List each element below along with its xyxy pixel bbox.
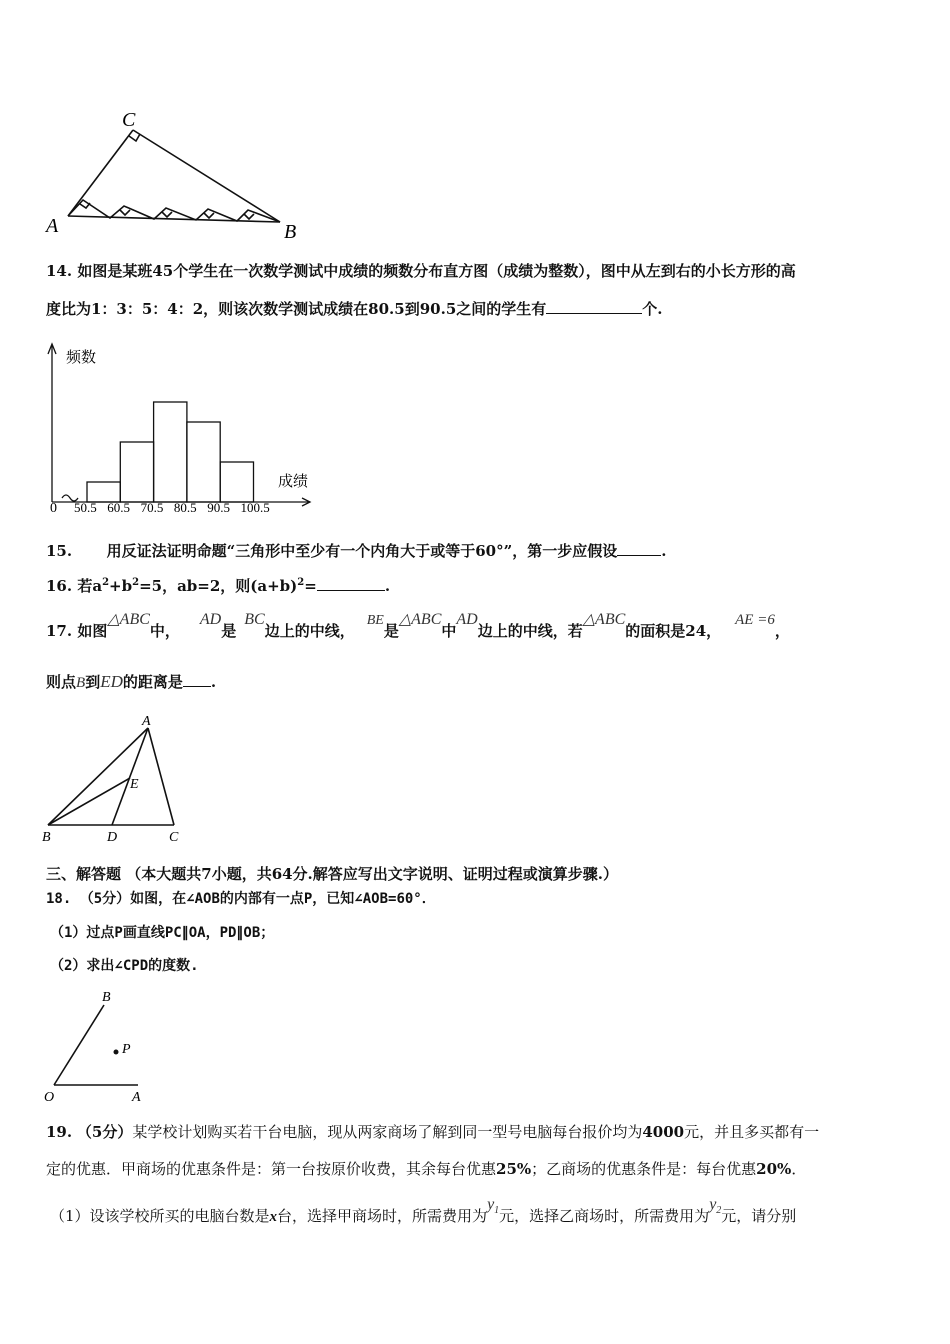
q17-line2-text: 则点 — [46, 673, 77, 691]
label-a: A — [46, 215, 59, 237]
figure-q17-triangle — [40, 710, 200, 845]
math-bc: BC — [244, 611, 265, 628]
var-y2-sub: 2 — [716, 1205, 722, 1217]
var-y2 — [709, 1196, 722, 1217]
figure-q18-angle — [40, 985, 155, 1105]
var-y1-letter: y — [487, 1196, 495, 1213]
math-ae-6: AE =6 — [735, 612, 775, 628]
fig17-label-d: D — [107, 830, 118, 845]
q16-sup3: 2 — [297, 577, 305, 588]
q17-answer-blank[interactable] — [183, 670, 211, 687]
q19-line1b: 元，并且多买都有一 — [684, 1123, 820, 1141]
q14-answer-blank[interactable] — [546, 297, 642, 314]
q14-number: 14. — [46, 262, 73, 280]
var-x: x — [269, 1209, 278, 1225]
section-3-heading — [46, 863, 906, 885]
histogram-tick-label: 50.5 — [74, 500, 97, 515]
question-14-line2 — [46, 297, 906, 320]
q16-sup2: 2 — [132, 577, 140, 588]
fig17-label-a: A — [142, 714, 151, 729]
math-triangle-abc: △ABC — [398, 611, 442, 628]
histogram-tick-label: 60.5 — [107, 500, 131, 515]
q16-mid1: +b — [109, 577, 133, 595]
histogram-tick-label: 70.5 — [140, 500, 164, 515]
q17-text: 的面积是24， — [625, 622, 722, 640]
q14-line1: 如图是某班45个学生在一次数学测试中成绩的频数分布直方图（成绩为整数），图中从左到右的小长方形的高 — [77, 262, 796, 280]
figure-q13-triangle — [40, 104, 310, 240]
q19-sub1c: 元，选择乙商场时，所需费用为 — [499, 1207, 710, 1225]
question-17 — [46, 611, 906, 644]
q19-line2b: ；乙商场的优惠条件是：每台优惠 — [531, 1160, 757, 1178]
q17-text: 中， — [149, 622, 180, 640]
q16-end: . — [384, 577, 391, 595]
histogram-chart — [40, 340, 330, 520]
fig18-label-o: O — [44, 1090, 55, 1105]
label-b: B — [284, 221, 297, 240]
q16-mid3: = — [304, 577, 317, 595]
fig18-label-p: P — [122, 1042, 131, 1057]
var-y1-sub: 1 — [494, 1205, 500, 1217]
math-be: BE — [366, 613, 384, 628]
histogram-bar — [220, 462, 253, 502]
q17-text: 边上的中线，若 — [477, 622, 583, 640]
q18-sub1: （1）过点P画直线PC∥OA，PD∥OB； — [50, 925, 275, 941]
histogram-ylabel: 频数 — [66, 350, 97, 366]
question-17-line2 — [46, 670, 906, 694]
histogram-bar — [120, 442, 153, 502]
math-ad: AD — [199, 611, 222, 628]
histogram-tick-label: 90.5 — [207, 500, 230, 515]
point-p — [114, 1050, 119, 1055]
question-19-line2 — [46, 1158, 906, 1180]
q15-answer-blank[interactable] — [617, 539, 661, 556]
section-3-desc: （本大题共7小题，共64分.解答应写出文字说明、证明过程或演算步骤.） — [126, 865, 619, 883]
q17-text: 是 — [221, 622, 237, 640]
math-triangle-abc: △ABC — [107, 611, 150, 628]
question-14 — [46, 260, 906, 282]
q14-line2b: 个. — [642, 300, 663, 318]
q15-text: 用反证法证明命题“三角形中至少有一个内角大于或等于60°”，第一步应假设 — [106, 542, 618, 560]
q17-text: 是 — [383, 622, 399, 640]
fig18-label-a: A — [132, 1090, 141, 1105]
q17-text: 边上的中线， — [264, 622, 355, 640]
fig18-label-b: B — [102, 990, 111, 1005]
q16-mid2: =5，ab=2，则(a+b) — [139, 577, 298, 595]
var-y2-letter: y — [709, 1196, 717, 1213]
q17-text: 如图 — [77, 622, 108, 640]
math-triangle-abc: △ABC — [582, 611, 626, 628]
question-19 — [46, 1121, 906, 1143]
math-ad: AD — [456, 611, 478, 628]
math-b: B — [76, 675, 86, 691]
q17-text: ， — [774, 622, 790, 640]
q16-answer-blank[interactable] — [317, 574, 385, 591]
histogram-origin: 0 — [50, 501, 57, 516]
q17-number: 17. — [46, 622, 73, 640]
q18-number: 18. — [46, 891, 72, 907]
math-ed: ED — [100, 672, 123, 691]
fig17-label-c: C — [169, 830, 179, 845]
q17-line2-text: 的距离是 — [122, 673, 183, 691]
fig17-label-b: B — [42, 830, 51, 845]
histogram-tick-label: 80.5 — [173, 500, 197, 515]
q19-pct1: 25% — [496, 1160, 532, 1178]
fig17-label-e: E — [130, 777, 139, 792]
section-3-title: 三、解答题 — [46, 865, 122, 883]
q15-number: 15. — [46, 542, 73, 560]
q17-text: 中 — [441, 622, 457, 640]
label-c: C — [122, 109, 136, 131]
q19-score: （5分） — [76, 1123, 133, 1141]
q18-sub2: （2）求出∠CPD的度数. — [50, 958, 199, 974]
question-15 — [46, 539, 906, 562]
q19-price: 4000 — [642, 1123, 685, 1141]
q18-text: （5分）如图，在∠AOB的内部有一点P，已知∠AOB=60°． — [79, 891, 436, 907]
q19-sub1a: （1）设该学校所买的电脑台数是 — [50, 1207, 270, 1225]
var-y1 — [487, 1196, 500, 1217]
histogram-bar — [154, 402, 187, 502]
q19-line2a: 定的优惠．甲商场的优惠条件是：第一台按原价收费，其余每台优惠 — [46, 1160, 497, 1178]
q16-sup1: 2 — [102, 577, 110, 588]
q16-prefix: 若a — [77, 577, 103, 595]
histogram-xlabel: 成绩 — [278, 474, 309, 490]
question-16 — [46, 572, 906, 597]
q16-number: 16. — [46, 577, 73, 595]
histogram-bar — [87, 482, 120, 502]
q19-line2c: ． — [791, 1160, 807, 1178]
histogram-tick-label: 100.5 — [240, 500, 270, 515]
question-19-sub1 — [50, 1196, 910, 1234]
q19-sub1b: 台，选择甲商场时，所需费用为 — [277, 1207, 488, 1225]
q19-sub1d: 元，请分别 — [721, 1207, 797, 1225]
q19-number: 19. — [46, 1123, 73, 1141]
q17-line2-text: . — [210, 673, 217, 691]
q17-line2-text: 到 — [85, 673, 101, 691]
q19-line1a: 某学校计划购买若干台电脑，现从两家商场了解到同一型号电脑每台报价均为 — [132, 1123, 643, 1141]
histogram-bar — [187, 422, 220, 502]
q14-line2a: 度比为1：3：5：4：2，则该次数学测试成绩在80.5到90.5之间的学生有 — [46, 300, 547, 318]
q15-end: . — [661, 542, 667, 560]
question-18 — [46, 888, 906, 910]
q19-pct2: 20% — [756, 1160, 792, 1178]
